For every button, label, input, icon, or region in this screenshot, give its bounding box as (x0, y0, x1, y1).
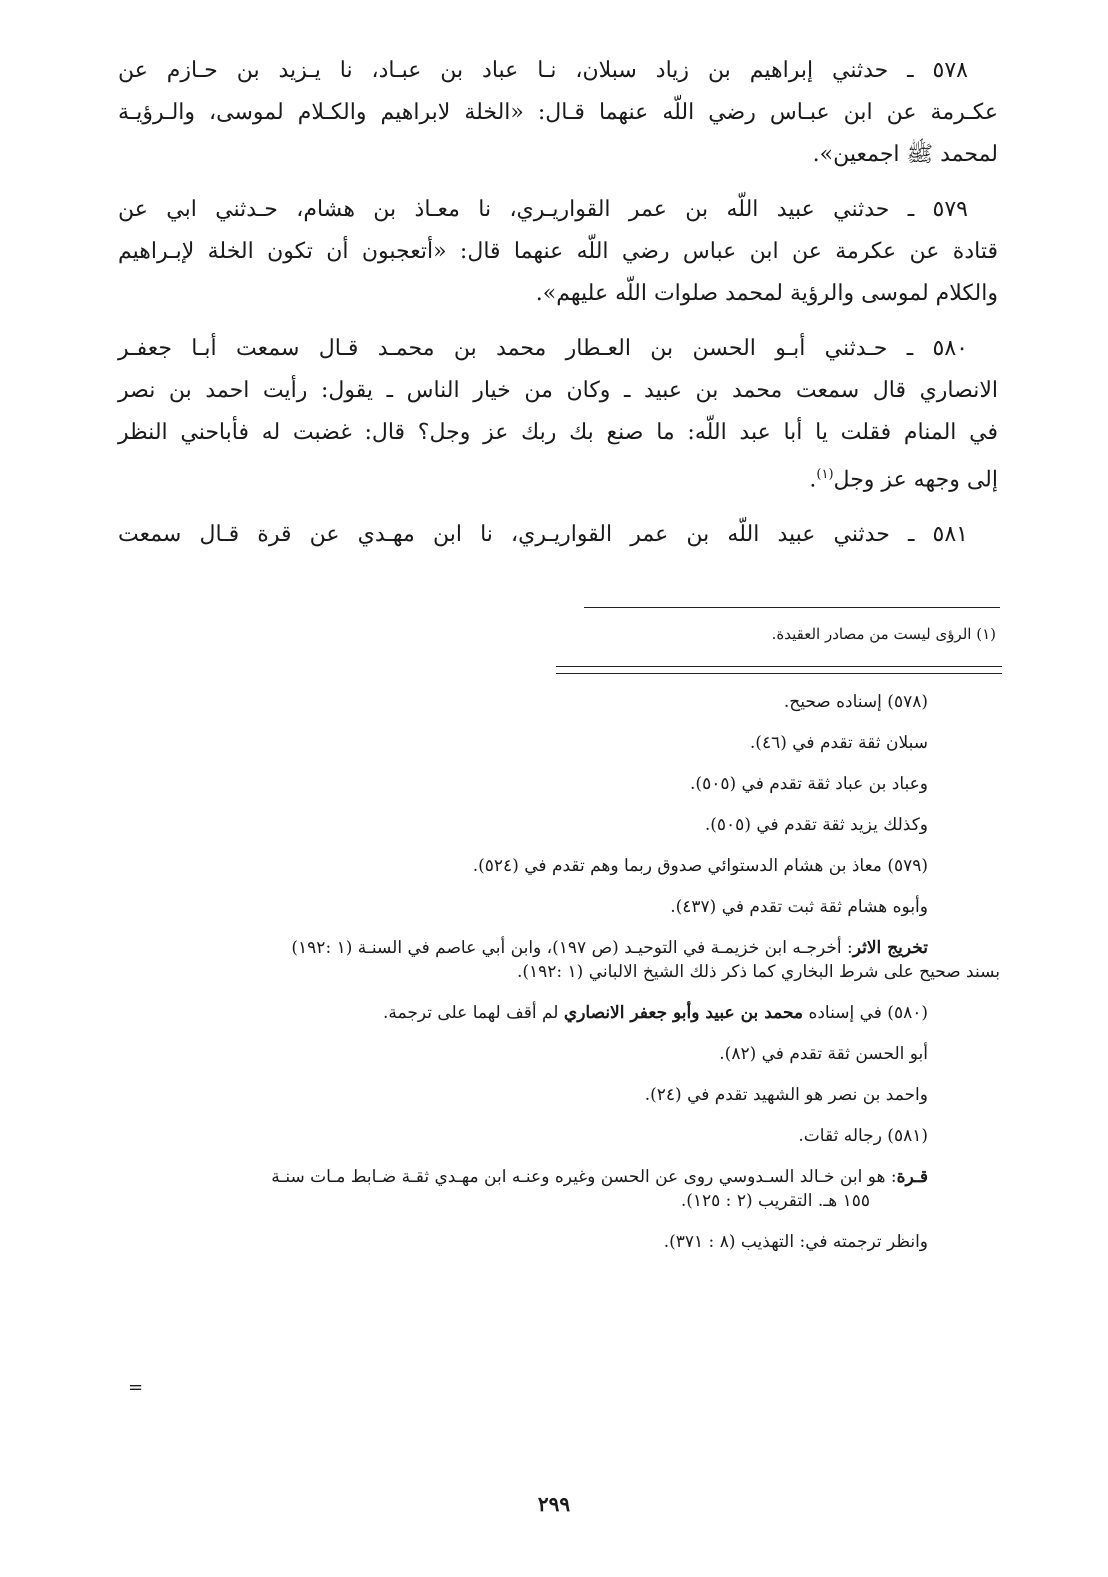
hadith-line: ٥٨٠ ـ حـدثني أبـو الحسن بن العـطار محمد بن محمـد قـال سمعت أبـا جعفـر (118, 336, 968, 361)
footnote-separator (584, 607, 1000, 608)
continuation-mark: = (128, 1377, 144, 1398)
hadith-text: . (809, 467, 817, 493)
hadith-text: إلى وجهه عز وجل (833, 467, 998, 493)
hadith-line: ٥٧٨ ـ حدثني إبراهيم بن زياد سبلان، نـا عباد بن عبـاد، نا يـزيد بن حـازم عن (118, 58, 968, 83)
commentary-line: سبلان ثقة تقدم في (٤٦). (749, 733, 928, 753)
commentary-line: بسند صحيح على شرط البخاري كما ذكر ذلك الشيخ الالباني (١ :١٩٢). (516, 962, 1000, 982)
hadith-line: ٥٨١ ـ حدثني عبيد اللّه بن عمر القواريـري، نا ابن مهـدي عن قرة قـال سمعت (118, 522, 968, 548)
takhrij-label: تخريج الاثر (852, 938, 928, 958)
hadith-580 (118, 328, 998, 501)
hadith-line: في المنام فقلت يا أبا عبد اللّه: ما صنع بك ربك عز وجل؟ قال: غضبت له فأباحني النظر (118, 420, 998, 445)
hadith-line: ٥٧٩ ـ حدثني عبيد اللّه بن عمر القواريـري، نا معـاذ بن هشام، حـدثني ابي عن (118, 197, 968, 222)
narrator-names: محمد بن عبيد وأبو جعفر الانصاري (563, 1003, 804, 1023)
commentary-line: وانظر ترجمته في: التهذيب (٨ : ٣٧١). (663, 1232, 928, 1252)
footnote-reference[interactable]: (١) (816, 467, 834, 482)
commentary-line: وأبوه هشام ثقة ثبت تقدم في (٤٣٧). (670, 897, 928, 917)
commentary-separator-bottom (556, 673, 1002, 674)
commentary-line (110, 936, 1000, 960)
commentary-line: (٥٨١) رجاله ثقات. (798, 1126, 928, 1146)
footnote: (١) الرؤى ليست من مصادر العقيدة. (771, 625, 996, 643)
hadith-line: عكـرمة عن ابن عبـاس رضي اللّه عنهما قـال: «الخلة لابراهيم والكـلام لموسى، والـرؤيـة (118, 100, 998, 125)
page-number: ٢٩٩ (537, 1492, 571, 1516)
commentary-line: أبو الحسن ثقة تقدم في (٨٢). (719, 1044, 928, 1064)
commentary-text: لم أقف لهما على ترجمة. (383, 1003, 564, 1023)
commentary-line: واحمد بن نصر هو الشهيد تقدم في (٢٤). (644, 1085, 928, 1105)
hadith-line: قتادة عن عكرمة عن ابن عباس رضي اللّه عنهما قال: «أتعجبون أن تكون الخلة لإبـراهيم (118, 239, 998, 264)
hadith-578 (118, 50, 998, 176)
hadith-581 (118, 514, 998, 556)
qurra-label: قـرة (896, 1167, 928, 1187)
commentary-line: (٥٧٩) معاذ بن هشام الدستوائي صدوق ربما وهم تقدم في (٥٢٤). (472, 856, 928, 876)
hadith-line: لمحمد ﷺ اجمعين». (812, 142, 998, 167)
commentary-line: (٥٧٨) إسناده صحيح. (783, 692, 928, 712)
commentary-separator-top (556, 666, 1002, 667)
qurra-text: : هو ابن خـالد السـدوسي روى عن الحسن وغيره وعنـه ابن مهـدي ثقـة ضـابط مـات سنـة (271, 1167, 897, 1187)
takhrij-text: : أخرجـه ابن خزيمـة في التوحيـد (ص ١٩٧)، وابن أبي عاصم في السنـة (١ :١٩٢) (291, 938, 853, 958)
commentary-line: ١٥٥ هـ. التقريب (٢ : ١٢٥). (680, 1191, 870, 1211)
hadith-line: الانصاري قال سمعت محمد بن عبيد ـ وكان من خيار الناس ـ يقول: رأيت احمد بن نصر (118, 378, 998, 403)
hadith-line (118, 454, 998, 501)
hadith-line: والكلام لموسى والرؤية لمحمد صلوات اللّه عليهم». (535, 281, 998, 306)
commentary-line: وكذلك يزيد ثقة تقدم في (٥٠٥). (704, 815, 928, 835)
hadith-579 (118, 189, 998, 315)
commentary-line: وعباد بن عباد ثقة تقدم في (٥٠٥). (690, 774, 928, 794)
commentary-line (110, 1165, 1000, 1189)
commentary-line (110, 1001, 1000, 1025)
main-text (118, 50, 998, 569)
commentary (110, 690, 1000, 1271)
commentary-text: (٥٨٠) في إسناده (803, 1003, 928, 1023)
